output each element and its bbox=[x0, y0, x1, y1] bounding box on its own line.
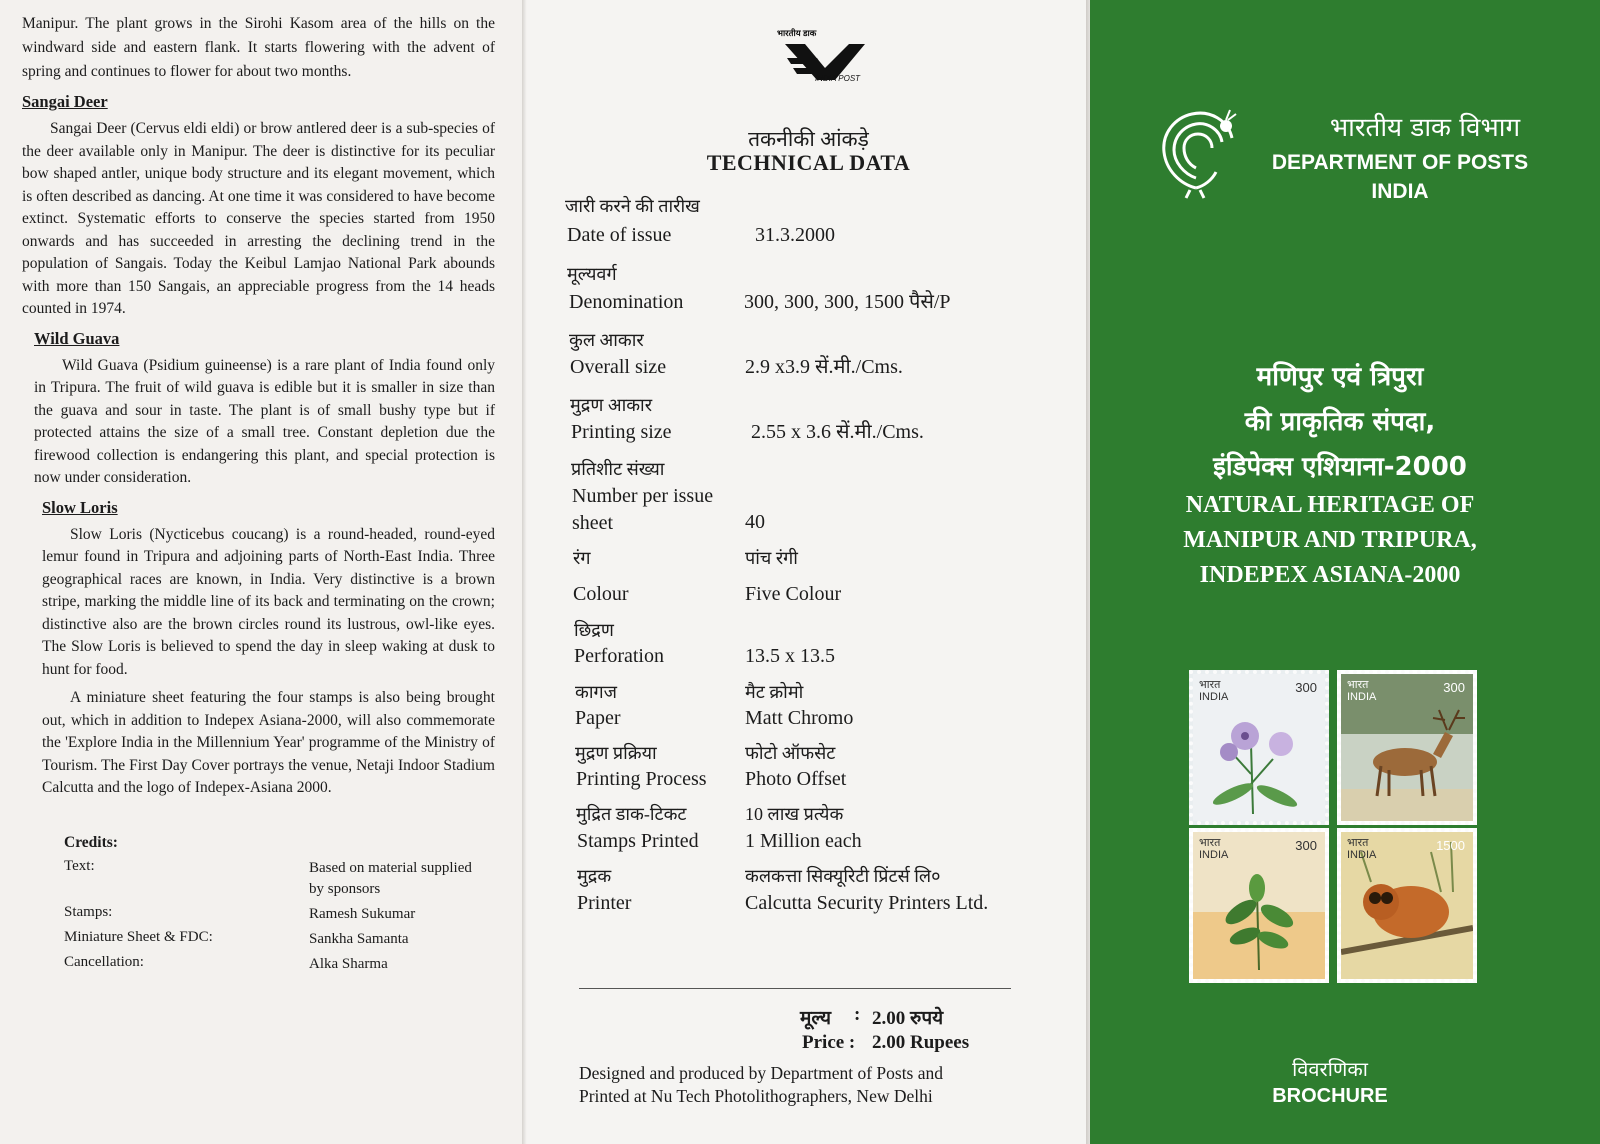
title-hindi-line: की प्राकृतिक संपदा, bbox=[1244, 407, 1436, 437]
logo-english-text: INDIA POST bbox=[815, 74, 861, 83]
credit-row bbox=[64, 929, 495, 950]
title-line: NATURAL HERITAGE OF bbox=[1185, 492, 1475, 518]
row-value-hindi: फोटो ऑफसेट bbox=[745, 743, 836, 763]
stamp-deer bbox=[1337, 670, 1477, 825]
row-value: 40 bbox=[745, 511, 765, 533]
stamp-denomination: 300 bbox=[1443, 680, 1465, 695]
row-value: Five Colour bbox=[745, 583, 842, 605]
row-value: Matt Chromo bbox=[745, 707, 854, 729]
row-label-hindi: जारी करने की तारीख bbox=[565, 196, 700, 216]
row-label-hindi: मुद्रण आकार bbox=[570, 395, 653, 415]
producer-line: Printed at Nu Tech Photolithographers, New Delhi bbox=[579, 1086, 933, 1106]
price-colon: : bbox=[854, 1004, 861, 1025]
brochure-label: BROCHURE bbox=[1272, 1085, 1388, 1107]
row-label: Printing Process bbox=[576, 768, 707, 790]
row-label: Overall size bbox=[570, 356, 667, 378]
price-label: Price : bbox=[802, 1032, 856, 1053]
row-value: 2.9 x3.9 सें.मी./Cms. bbox=[745, 356, 903, 378]
row-value: 13.5 x 13.5 bbox=[745, 645, 835, 667]
row-label: Printer bbox=[577, 892, 632, 914]
row-value: 1 Million each bbox=[745, 830, 862, 852]
brochure-title bbox=[1130, 488, 1530, 593]
row-value-hindi: 10 लाख प्रत्येक bbox=[745, 804, 844, 824]
department-line: INDIA bbox=[1371, 180, 1429, 203]
stamp-denomination: 300 bbox=[1295, 838, 1317, 853]
stamp-denomination: 300 bbox=[1295, 680, 1317, 695]
credits bbox=[22, 834, 495, 975]
stamp-country: भारत INDIA bbox=[1199, 837, 1229, 861]
row-label: Denomination bbox=[569, 291, 684, 313]
row-value-hindi: मैट क्रोमो bbox=[745, 682, 804, 702]
row-label-hindi: मुद्रित डाक-टिकट bbox=[576, 804, 687, 824]
row-label: Number per issue sheet bbox=[572, 485, 714, 534]
section-paragraph: Slow Loris (Nycticebus coucang) is a round-headed, round-eyed lemur found in Tripura and adjoining parts of North-East India. Three geographical races are known, in India. Very distinctive is a brown stripe, marking the middle line of its back and terminating on the crown; distinctive also are the brown circles round its lustrous, owl-like eyes. The Slow Loris is believed to spend the day in sleep waking at dusk to hunt for food. bbox=[42, 525, 495, 678]
row-value-hindi: कलकत्ता सिक्यूरिटी प्रिंटर्स लि० bbox=[745, 866, 941, 886]
credit-label: Text: bbox=[64, 857, 95, 874]
row-value: 2.55 x 3.6 सें.मी./Cms. bbox=[751, 421, 924, 443]
right-panel bbox=[1090, 0, 1600, 1144]
brochure-label-hindi: विवरणिका bbox=[1292, 1057, 1368, 1081]
department-line: DEPARTMENT OF POSTS bbox=[1271, 151, 1529, 174]
section-paragraph: Wild Guava (Psidium guineense) is a rare plant of India found only in Tripura. The fruit of wild guava is edible but it is smaller in size than the guava and sour in taste. The plant is of small bushy type but if protected attains the size of a small tree. Constant depletion due the firewood collection is endangering this plant, and special protection is now under consideration. bbox=[34, 356, 495, 486]
credit-value: Alka Sharma bbox=[309, 955, 388, 972]
technical-data-heading-hindi: तकनीकी आंकड़े bbox=[748, 127, 869, 151]
logo-hindi-text: भारतीय डाक bbox=[777, 28, 817, 38]
title-hindi-line: इंडिपेक्स एशियाना-2000 bbox=[1213, 452, 1467, 482]
credit-row bbox=[64, 904, 495, 925]
title-hindi-line: मणिपुर एवं त्रिपुरा bbox=[1256, 362, 1424, 392]
row-value: Calcutta Security Printers Ltd. bbox=[745, 892, 989, 914]
row-label: Perforation bbox=[574, 645, 664, 667]
row-label: Colour bbox=[573, 583, 629, 605]
producer-line: Designed and produced by Department of Posts and bbox=[579, 1063, 944, 1083]
producer-credit bbox=[579, 1062, 1019, 1108]
section-paragraph: A miniature sheet featuring the four stamps is also being brought out, which in addition to Indepex Asiana-2000, will also commemorate the 'Explore India in the Millennium Year' programme of the Ministry of Tourism. The First Day Cover portrays the venue, Netaji Indoor Stadium Calcutta and the logo of Indepex-Asiana 2000. bbox=[42, 689, 495, 796]
intro-paragraph: Manipur. The plant grows in the Sirohi Kasom area of the hills on the windward side and eastern flank. It starts flowering with the advent of spring and continues to flower for about two months. bbox=[22, 15, 495, 80]
price-value-hindi: 2.00 रुपये bbox=[872, 1008, 944, 1029]
row-label-hindi: कागज bbox=[575, 682, 617, 702]
row-label-hindi: मुद्रण प्रक्रिया bbox=[575, 743, 657, 763]
credit-value: Based on material supplied by sponsors bbox=[309, 859, 472, 897]
stamp-slow-loris bbox=[1337, 828, 1477, 983]
section-sangai-deer bbox=[22, 92, 495, 321]
section-wild-guava bbox=[22, 329, 495, 490]
row-label-hindi: मुद्रक bbox=[577, 866, 612, 886]
section-paragraph: Sangai Deer (Cervus eldi eldi) or brow antlered deer is a sub-species of the deer available only in Manipur. The deer is distinctive for its peculiar bow shaped antler, unique body structure and its elegant movement, which is often described as dancing. At one time it was considered to have become extinct. Systematic efforts to conserve the species started from 1950 onwards and has succeeded in arresting the declining trend in the population of Sangais. Today the Keibul Lamjao National Park abounds with more than 150 Sangais, an appreciable progress from the 14 heads counted in 1974. bbox=[22, 120, 495, 317]
section-heading: Wild Guava bbox=[34, 328, 120, 348]
credit-label: Miniature Sheet & FDC: bbox=[64, 928, 213, 945]
department-name-hindi: भारतीय डाक विभाग bbox=[1329, 113, 1521, 143]
row-value-hindi: पांच रंगी bbox=[745, 548, 798, 568]
stamp-denomination: 1500 bbox=[1436, 838, 1465, 853]
row-label: Stamps Printed bbox=[577, 830, 699, 852]
title-line: INDEPEX ASIANA-2000 bbox=[1199, 562, 1461, 588]
stamp-block bbox=[1189, 670, 1479, 988]
section-heading: Sangai Deer bbox=[22, 92, 108, 111]
section-heading: Slow Loris bbox=[42, 497, 118, 517]
middle-panel bbox=[527, 0, 1090, 1144]
row-label-hindi: मूल्यवर्ग bbox=[567, 264, 617, 284]
stamp-flower bbox=[1189, 670, 1329, 825]
row-value: Photo Offset bbox=[745, 768, 847, 790]
row-label: Date of issue bbox=[567, 224, 672, 246]
row-label-hindi: प्रतिशीट संख्या bbox=[571, 459, 665, 479]
peacock-emblem-icon bbox=[1150, 100, 1242, 200]
title-line: MANIPUR AND TRIPURA, bbox=[1183, 527, 1477, 553]
brochure-title-hindi bbox=[1150, 355, 1530, 490]
row-label: Printing size bbox=[571, 421, 672, 443]
row-value: 300, 300, 300, 1500 पैसे/P bbox=[744, 291, 951, 313]
row-label: Paper bbox=[575, 707, 621, 729]
credits-title: Credits: bbox=[64, 833, 118, 851]
credit-label: Cancellation: bbox=[64, 953, 144, 970]
section-slow-loris bbox=[22, 498, 495, 800]
row-label-hindi: कुल आकार bbox=[569, 330, 644, 350]
row-label-hindi: रंग bbox=[573, 548, 591, 568]
india-post-logo bbox=[777, 28, 877, 90]
row-label-hindi: छिद्रण bbox=[574, 620, 614, 640]
left-panel bbox=[0, 0, 525, 1144]
credit-row bbox=[64, 954, 495, 975]
divider bbox=[579, 988, 1011, 989]
stamp-country: भारत INDIA bbox=[1347, 837, 1377, 861]
credit-label: Stamps: bbox=[64, 903, 113, 920]
price-value: 2.00 Rupees bbox=[872, 1032, 970, 1053]
credit-value: Sankha Samanta bbox=[309, 930, 409, 947]
credit-value: Ramesh Sukumar bbox=[309, 905, 416, 922]
credit-row bbox=[64, 858, 495, 900]
price-label-hindi: मूल्य bbox=[800, 1008, 832, 1029]
stamp-guava bbox=[1189, 828, 1329, 983]
stamp-country: भारत INDIA bbox=[1347, 679, 1377, 703]
technical-data-heading: TECHNICAL DATA bbox=[706, 150, 911, 175]
department-name bbox=[1250, 148, 1550, 206]
stamp-country: भारत INDIA bbox=[1199, 679, 1229, 703]
row-value: 31.3.2000 bbox=[755, 224, 835, 246]
